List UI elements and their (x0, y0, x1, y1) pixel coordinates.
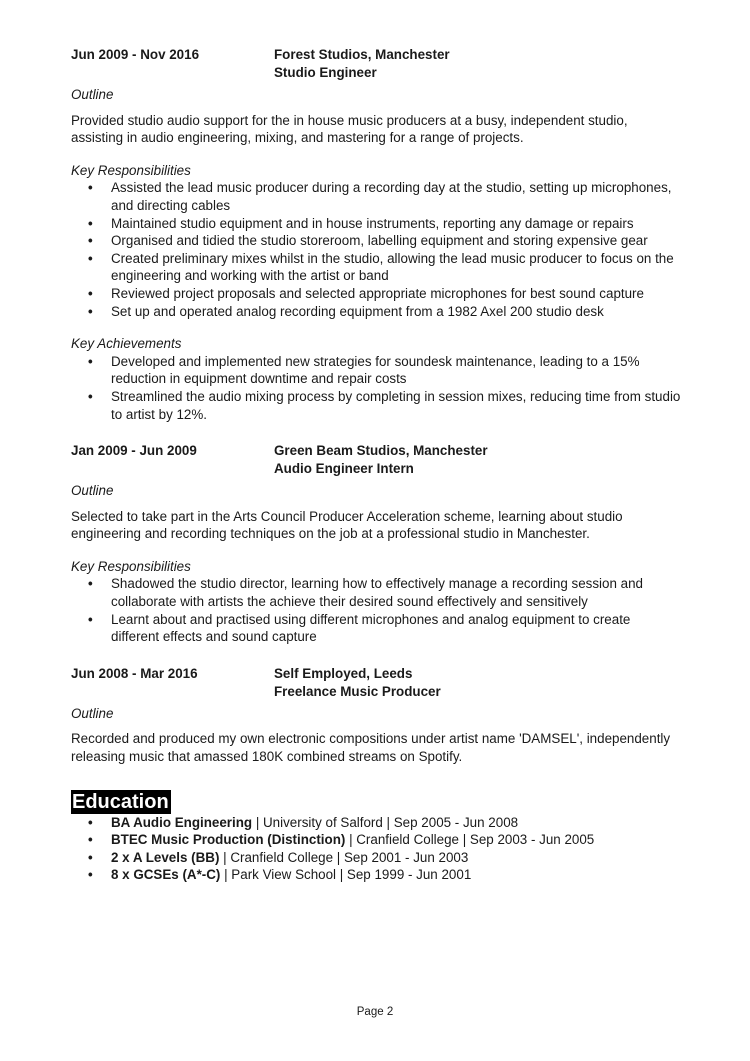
list-item: • Assisted the lead music producer during a recording day at the studio, setting up microphones, and directing cables (71, 179, 681, 214)
achievements-list (71, 353, 681, 423)
list-item: • Shadowed the studio director, learning how to effectively manage a recording session and collaborate with artists the achieve their desired sound effectively and sensitively (71, 575, 681, 610)
outline-label: Outline (71, 705, 114, 721)
responsibilities-label: Key Responsibilities (71, 558, 191, 574)
list-item: • Streamlined the audio mixing process by completing in session mixes, reducing time from studio to artist by 12%. (71, 388, 681, 423)
qualification-details: | Cranfield College | Sep 2003 - Jun 2005 (345, 832, 595, 848)
qualification-name: BA Audio Engineering (111, 814, 253, 830)
job-role: Studio Engineer (274, 65, 377, 80)
responsibilities-label: Key Responsibilities (71, 162, 191, 178)
job-org (274, 442, 488, 478)
job-org (274, 665, 441, 701)
list-item: • Maintained studio equipment and in house instruments, reporting any damage or repairs (71, 215, 681, 233)
job-company: Forest Studios, Manchester (274, 47, 450, 62)
job-header (71, 46, 681, 82)
page-number: Page 2 (356, 1006, 394, 1018)
job-dates: Jun 2009 - Nov 2016 (71, 47, 200, 62)
outline-label: Outline (71, 87, 114, 102)
list-item: • Reviewed project proposals and selected appropriate microphones for best sound capture (71, 285, 681, 303)
education-list (71, 814, 681, 884)
job-header (71, 442, 681, 478)
list-item: • Developed and implemented new strategies for soundesk maintenance, leading to a 15% reduction in equipment downtime and repair costs (71, 353, 681, 388)
outline-text: Selected to take part in the Arts Council Producer Acceleration scheme, learning about studio engineering and recording techniques on the job at a professional studio in Manchester. (71, 508, 623, 542)
education-heading: Education (72, 790, 169, 813)
qualification-details: | Cranfield College | Sep 2001 - Jun 2003 (219, 849, 469, 865)
resume-page (71, 46, 681, 884)
list-item (71, 866, 681, 884)
job-company: Green Beam Studios, Manchester (274, 443, 488, 459)
list-item: • Organised and tidied the studio storeroom, labelling equipment and storing expensive gear (71, 232, 681, 250)
list-item (71, 831, 681, 849)
qualification-name: 2 x A Levels (BB) (111, 849, 220, 865)
education-section (71, 766, 681, 884)
job-entry (71, 442, 681, 646)
list-item: • Set up and operated analog recording equipment from a 1982 Axel 200 studio desk (71, 303, 681, 321)
outline-text: Provided studio audio support for the in house music producers at a busy, independent studio, assisting in audio engineering, mixing, and mastering for a range of projects. (71, 112, 628, 146)
job-role: Freelance Music Producer (274, 683, 441, 699)
job-org (274, 46, 450, 82)
qualification-details: | University of Salford | Sep 2005 - Jun 2008 (252, 814, 519, 830)
list-item (71, 849, 681, 867)
responsibilities-list (71, 179, 681, 320)
qualification-details: | Park View School | Sep 1999 - Jun 2001 (220, 867, 472, 883)
responsibilities-list (71, 575, 681, 645)
achievements-label: Key Achievements (71, 336, 182, 352)
qualification-name: BTEC Music Production (Distinction) (111, 832, 346, 848)
qualification-name: 8 x GCSEs (A*-C) (111, 867, 221, 883)
job-entry (71, 665, 681, 766)
job-dates: Jun 2008 - Mar 2016 (71, 665, 198, 681)
list-item: • Created preliminary mixes whilst in the studio, allowing the lead music producer to focus on the engineering and working with the artist or band (71, 250, 681, 285)
job-header (71, 665, 681, 701)
job-company: Self Employed, Leeds (274, 665, 413, 681)
job-dates: Jan 2009 - Jun 2009 (71, 443, 197, 459)
job-entry (71, 46, 681, 423)
outline-label: Outline (71, 483, 114, 499)
list-item (71, 814, 681, 832)
job-role: Audio Engineer Intern (274, 461, 414, 477)
outline-text: Recorded and produced my own electronic compositions under artist name 'DAMSEL', independently releasing music that amassed 180K combined streams on Spotify. (71, 731, 671, 765)
list-item: • Learnt about and practised using different microphones and analog equipment to create different effects and sound capture (71, 611, 681, 646)
